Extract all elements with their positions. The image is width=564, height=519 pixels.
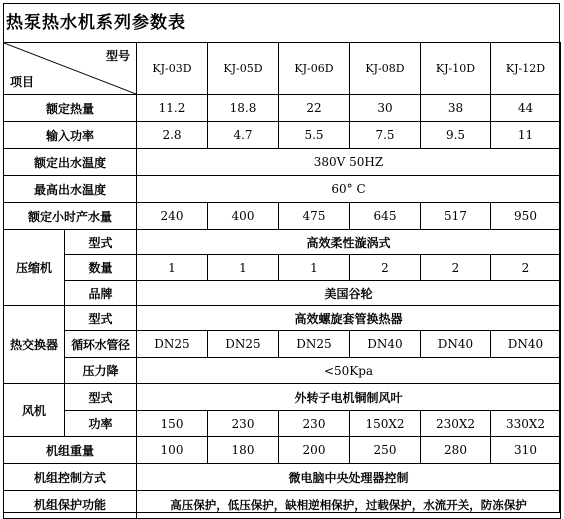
- table-row: [4, 437, 561, 464]
- cell-value: 150X2: [350, 411, 421, 437]
- table-row: [4, 411, 561, 437]
- table-row: [4, 281, 561, 306]
- table-row: [4, 464, 561, 491]
- cell-value: 230: [208, 411, 279, 437]
- sub-label: 数量: [65, 255, 137, 281]
- cell-value: 645: [350, 203, 421, 230]
- cell-value: 9.5: [421, 122, 491, 149]
- model-header: KJ-08D: [350, 43, 421, 95]
- cell-value: 230: [279, 411, 350, 437]
- group-label: 风机: [4, 384, 65, 437]
- cell-value: 400: [208, 203, 279, 230]
- cell-value: 280: [421, 437, 491, 464]
- cell-value: 22: [279, 95, 350, 122]
- table-row: [4, 384, 561, 411]
- cell-value: 高效柔性漩涡式: [137, 230, 561, 255]
- page-title: 热泵热水机系列参数表: [6, 13, 186, 33]
- cell-value: 30: [350, 95, 421, 122]
- table-row: [4, 255, 561, 281]
- cell-value: 180: [208, 437, 279, 464]
- corner-model-label: 型号: [105, 49, 130, 63]
- cell-value: <50Kpa: [137, 358, 561, 384]
- cell-value: 950: [491, 203, 561, 230]
- cell-value: 微电脑中央处理器控制: [137, 464, 561, 491]
- cell-value: 2: [421, 255, 491, 281]
- cell-value: 高效螺旋套管换热器: [137, 306, 561, 331]
- cell-value: 1: [279, 255, 350, 281]
- row-label: 机组控制方式: [4, 464, 137, 491]
- cell-value: 1: [208, 255, 279, 281]
- model-header: KJ-12D: [491, 43, 561, 95]
- row-label: 机组重量: [4, 437, 137, 464]
- cell-value: 11: [491, 122, 561, 149]
- cell-value: 美国谷轮: [137, 281, 561, 306]
- cell-value: 517: [421, 203, 491, 230]
- cell-value: 4.7: [208, 122, 279, 149]
- cell-value: 18.8: [208, 95, 279, 122]
- model-header: KJ-10D: [421, 43, 491, 95]
- sub-label: 压力降: [65, 358, 137, 384]
- sub-label: 循环水管径: [65, 331, 137, 358]
- model-header: KJ-03D: [137, 43, 208, 95]
- cell-value: 2: [350, 255, 421, 281]
- group-label: 热交换器: [4, 306, 65, 384]
- cell-value: 38: [421, 95, 491, 122]
- cell-value: 5.5: [279, 122, 350, 149]
- cell-value: 200: [279, 437, 350, 464]
- sub-label: 型式: [65, 306, 137, 331]
- row-label: 输入功率: [4, 122, 137, 149]
- cell-value: DN40: [421, 331, 491, 358]
- cell-value: 7.5: [350, 122, 421, 149]
- cell-value: 2.8: [137, 122, 208, 149]
- row-label: 额定小时产水量: [4, 203, 137, 230]
- table-row: [4, 230, 561, 255]
- table-row: [4, 358, 561, 384]
- cell-value: DN40: [491, 331, 561, 358]
- cell-value: 11.2: [137, 95, 208, 122]
- row-label: 额定热量: [4, 95, 137, 122]
- model-header: KJ-05D: [208, 43, 279, 95]
- table-row: [4, 95, 561, 122]
- row-label: 额定出水温度: [4, 149, 137, 176]
- model-header: KJ-06D: [279, 43, 350, 95]
- cell-value: 330X2: [491, 411, 561, 437]
- sub-label: 品牌: [65, 281, 137, 306]
- header-row: [4, 43, 561, 95]
- table-row: [4, 176, 561, 203]
- cell-value: 230X2: [421, 411, 491, 437]
- cell-value: DN25: [208, 331, 279, 358]
- table-row: [4, 331, 561, 358]
- cell-value: 60° C: [137, 176, 561, 203]
- cell-value: 2: [491, 255, 561, 281]
- cell-value: DN40: [350, 331, 421, 358]
- cell-value: 外转子电机铜制风叶: [137, 384, 561, 411]
- table-row: [4, 122, 561, 149]
- cell-value: DN25: [137, 331, 208, 358]
- table-row: [4, 149, 561, 176]
- cell-value: 150: [137, 411, 208, 437]
- group-label: 压缩机: [4, 230, 65, 306]
- cell-value: 1: [137, 255, 208, 281]
- corner-item-label: 项目: [10, 75, 35, 89]
- table-row: [4, 306, 561, 331]
- cell-value: 100: [137, 437, 208, 464]
- cell-value: 250: [350, 437, 421, 464]
- cell-value: 高压保护，低压保护，缺相逆相保护，过载保护，水流开关，防冻保护: [137, 491, 561, 519]
- cell-value: 475: [279, 203, 350, 230]
- cell-value: 310: [491, 437, 561, 464]
- sub-label: 型式: [65, 384, 137, 411]
- cell-value: 380V 50HZ: [137, 149, 561, 176]
- sub-label: 功率: [65, 411, 137, 437]
- cell-value: 240: [137, 203, 208, 230]
- cell-value: 44: [491, 95, 561, 122]
- table-row: [4, 491, 561, 519]
- table-row: [4, 203, 561, 230]
- corner-cell: [4, 43, 137, 95]
- parameter-table: [3, 42, 561, 519]
- row-label: 机组保护功能: [4, 491, 137, 519]
- cell-value: DN25: [279, 331, 350, 358]
- row-label: 最高出水温度: [4, 176, 137, 203]
- sub-label: 型式: [65, 230, 137, 255]
